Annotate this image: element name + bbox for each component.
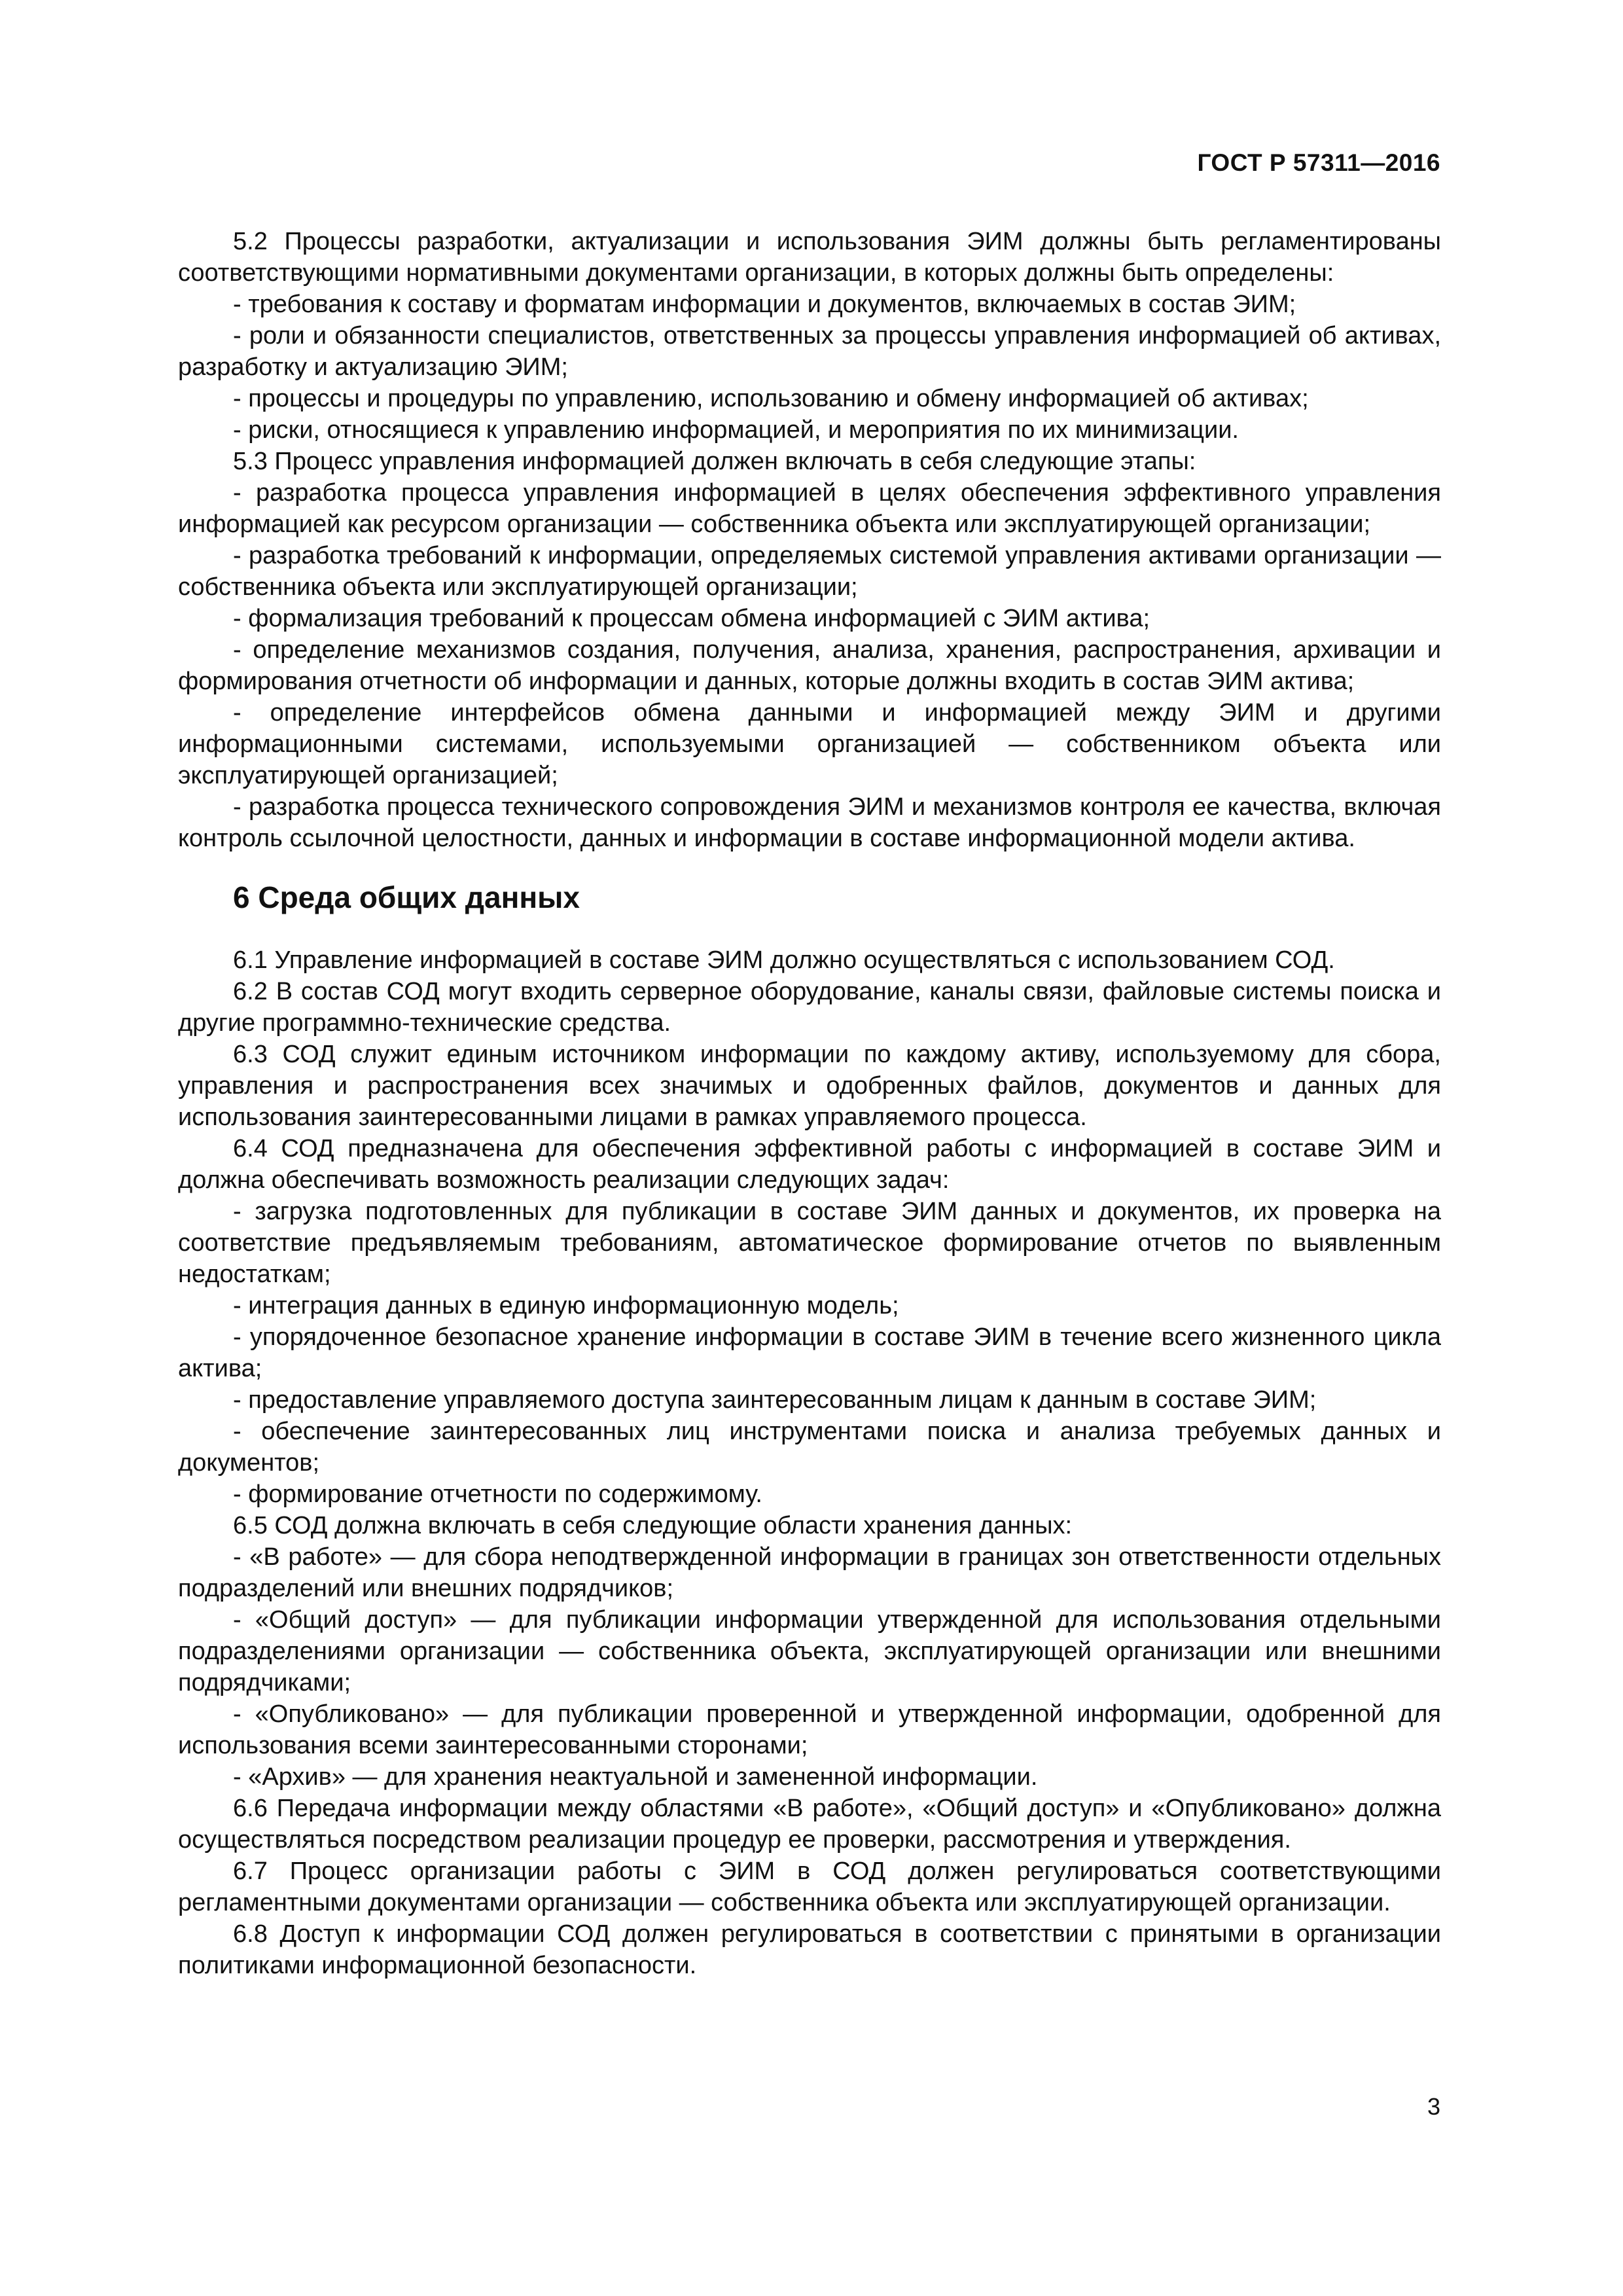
list-item: - процессы и процедуры по управлению, использованию и обмену информацией об активах;	[233, 385, 1309, 412]
paragraph-6-4: 6.4 СОД предназначена для обеспечения эффективной работы с информацией в составе ЭИМ и должна обеспечивать возможность реализации следующих задач:	[178, 1135, 1441, 1194]
list-item: - «Опубликовано» — для публикации проверенной и утвержденной информации, одобренной для использования всеми заинтересованными сторонами;	[178, 1700, 1441, 1759]
list-item: - роли и обязанности специалистов, ответственных за процессы управления информацией об активах, разработку и актуализацию ЭИМ;	[178, 322, 1441, 381]
paragraph-5-2: 5.2 Процессы разработки, актуализации и использования ЭИМ должны быть регламентированы соответствующими нормативными документами организации, в которых должны быть определены:	[178, 228, 1441, 287]
list-item: - разработка процесса управления информацией в целях обеспечения эффективного управления информацией как ресурсом организации — собственника объекта или эксплуатирующей организации;	[178, 479, 1441, 538]
list-item: - определение интерфейсов обмена данными и информацией между ЭИМ и другими информационными системами, используемыми организацией — собственником объекта или эксплуатирующей организацией;	[178, 699, 1441, 789]
paragraph-6-7: 6.7 Процесс организации работы с ЭИМ в СОД должен регулироваться соответствующими регламентными документами организации — собственника объекта или эксплуатирующей организации.	[178, 1857, 1441, 1916]
paragraph-6-5: 6.5 СОД должна включать в себя следующие области хранения данных:	[233, 1512, 1073, 1539]
list-item: - разработка процесса технического сопровождения ЭИМ и механизмов контроля ее качества, включая контроль ссылочной целостности, данных и информации в составе информационной модели актива.	[178, 793, 1441, 852]
list-item: - требования к составу и форматам информации и документов, включаемых в состав ЭИМ;	[233, 291, 1296, 318]
document-body	[178, 226, 1441, 1981]
section-6-content	[178, 944, 1441, 1981]
section-5-content	[178, 226, 1441, 854]
paragraph-6-1: 6.1 Управление информацией в составе ЭИМ должно осуществляться с использованием СОД.	[233, 946, 1335, 974]
list-item: - формирование отчетности по содержимому.	[233, 1480, 762, 1508]
list-item: - определение механизмов создания, получения, анализа, хранения, распространения, архивации и формирования отчетности об информации и данных, которые должны входить в состав ЭИМ актива;	[178, 636, 1441, 695]
section-6-heading: 6 Среда общих данных	[233, 880, 580, 914]
list-item: - загрузка подготовленных для публикации в составе ЭИМ данных и документов, их проверка на соответствие предъявляемым требованиям, автоматическое формирование отчетов по выявленным недостаткам;	[178, 1198, 1441, 1288]
paragraph-6-3: 6.3 СОД служит единым источником информации по каждому активу, используемому для сбора, управления и распространения всех значимых и одобренных файлов, документов и данных для использования заинтересованными лицами в рамках управляемого процесса.	[178, 1041, 1441, 1131]
list-item: - «В работе» — для сбора неподтвержденной информации в границах зон ответственности отдельных подразделений или внешних подрядчиков;	[178, 1543, 1441, 1602]
list-item: - формализация требований к процессам обмена информацией с ЭИМ актива;	[233, 605, 1150, 632]
list-item: - разработка требований к информации, определяемых системой управления активами организации — собственника объекта или эксплуатирующей организации;	[178, 542, 1441, 601]
list-item: - интеграция данных в единую информационную модель;	[233, 1292, 899, 1319]
list-item: - обеспечение заинтересованных лиц инструментами поиска и анализа требуемых данных и документов;	[178, 1418, 1441, 1477]
page-number: 3	[1427, 2093, 1440, 2120]
paragraph-6-2: 6.2 В состав СОД могут входить серверное оборудование, каналы связи, файловые системы поиска и другие программно-технические средства.	[178, 978, 1441, 1037]
list-item: - предоставление управляемого доступа заинтересованным лицам к данным в составе ЭИМ;	[233, 1386, 1317, 1414]
list-item: - «Общий доступ» — для публикации информации утвержденной для использования отдельными подразделениями организации — собственника объекта, эксплуатирующей организации или внешними подрядчиками;	[178, 1606, 1441, 1696]
paragraph-5-3: 5.3 Процесс управления информацией должен включать в себя следующие этапы:	[233, 448, 1196, 475]
paragraph-6-8: 6.8 Доступ к информации СОД должен регулироваться в соответствии с принятыми в организации политиками информационной безопасности.	[178, 1920, 1441, 1979]
list-item: - риски, относящиеся к управлению информацией, и мероприятия по их минимизации.	[233, 416, 1239, 444]
list-item: - «Архив» — для хранения неактуальной и замененной информации.	[233, 1763, 1038, 1791]
paragraph-6-6: 6.6 Передача информации между областями «В работе», «Общий доступ» и «Опубликовано» должна осуществляться посредством реализации процедур ее проверки, рассмотрения и утверждения.	[178, 1795, 1441, 1854]
list-item: - упорядоченное безопасное хранение информации в составе ЭИМ в течение всего жизненного цикла актива;	[178, 1323, 1441, 1382]
document-code-header: ГОСТ Р 57311—2016	[1197, 149, 1440, 176]
